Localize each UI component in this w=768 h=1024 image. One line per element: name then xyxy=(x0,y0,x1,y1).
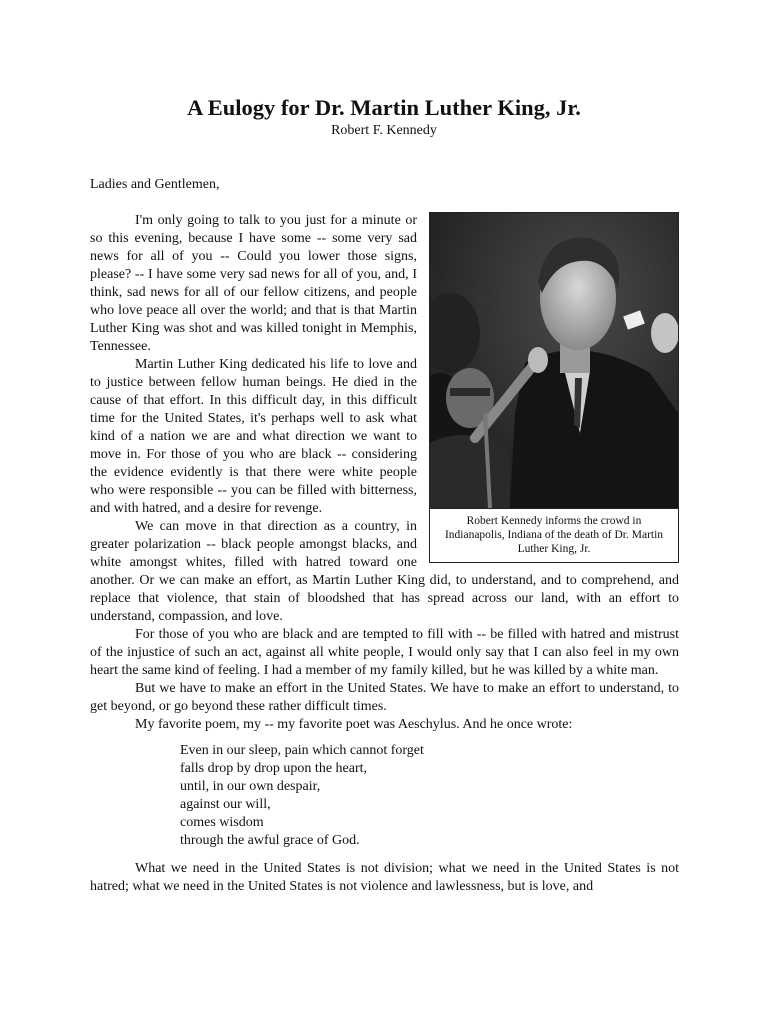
speech-body xyxy=(90,212,679,896)
speech-paragraph: We can move in that direction as a country, in greater polarization -- black people amongst blacks, and white amongst whites, filled with hatred toward one another. Or we can make an effort, as Martin Luther King did, to understand, and to comprehend, and replace that violence, that stain of bloodshed that has spread across our land, with an effort to understand, compassion, and love. xyxy=(90,519,679,624)
author-name: Robert F. Kennedy xyxy=(331,123,437,138)
speech-paragraph: But we have to make an effort in the United States. We have to make an effort to understand, to get beyond, or go beyond these rather difficult times. xyxy=(90,681,679,714)
speech-paragraph: What we need in the United States is not division; what we need in the United States is not hatred; what we need in the United States is not violence and lawlessness, but is love, and xyxy=(90,861,679,894)
poem-quote xyxy=(180,742,679,850)
speech-paragraph: Martin Luther King dedicated his life to love and to justice between fellow human beings. He died in the cause of that effort. In this difficult day, in this difficult time for the United States, it's perhaps well to ask what kind of a nation we are and what direction we want to move in. For those of you who are black -- considering the evidence evidently is that there were white people who were responsible -- you can be filled with bitterness, and with hatred, and a desire for revenge. xyxy=(90,357,417,516)
poem-line: against our will, xyxy=(180,797,271,812)
photo-illustration xyxy=(430,213,678,508)
poem-line: comes wisdom xyxy=(180,815,264,830)
photo-caption: Robert Kennedy informs the crowd in Indianapolis, Indiana of the death of Dr. Martin Luther King, Jr. xyxy=(429,509,679,563)
poem-line: Even in our sleep, pain which cannot forget xyxy=(180,743,424,758)
page-title: A Eulogy for Dr. Martin Luther King, Jr. xyxy=(187,95,581,120)
photo-figure xyxy=(429,212,679,563)
speech-paragraph: For those of you who are black and are tempted to fill with -- be filled with hatred and mistrust of the injustice of such an act, against all white people, I would only say that I can also feel in my own heart the same kind of feeling. I had a member of my family killed, but he was killed by a white man. xyxy=(90,627,679,678)
speech-paragraph: I'm only going to talk to you just for a minute or so this evening, because I have some -- some very sad news for all of you -- Could you lower those signs, please? -- I have some very sad news for all of you, and, I think, sad news for all of our fellow citizens, and people who love peace all over the world; and that is that Martin Luther King was shot and was killed tonight in Memphis, Tennessee. xyxy=(90,213,417,354)
speech-paragraph: My favorite poem, my -- my favorite poet was Aeschylus. And he once wrote: xyxy=(135,717,573,732)
poem-line: through the awful grace of God. xyxy=(180,833,360,848)
poem-line: until, in our own despair, xyxy=(180,779,321,794)
kennedy-photo xyxy=(429,212,679,509)
salutation: Ladies and Gentlemen, xyxy=(90,177,220,192)
poem-line: falls drop by drop upon the heart, xyxy=(180,761,368,776)
